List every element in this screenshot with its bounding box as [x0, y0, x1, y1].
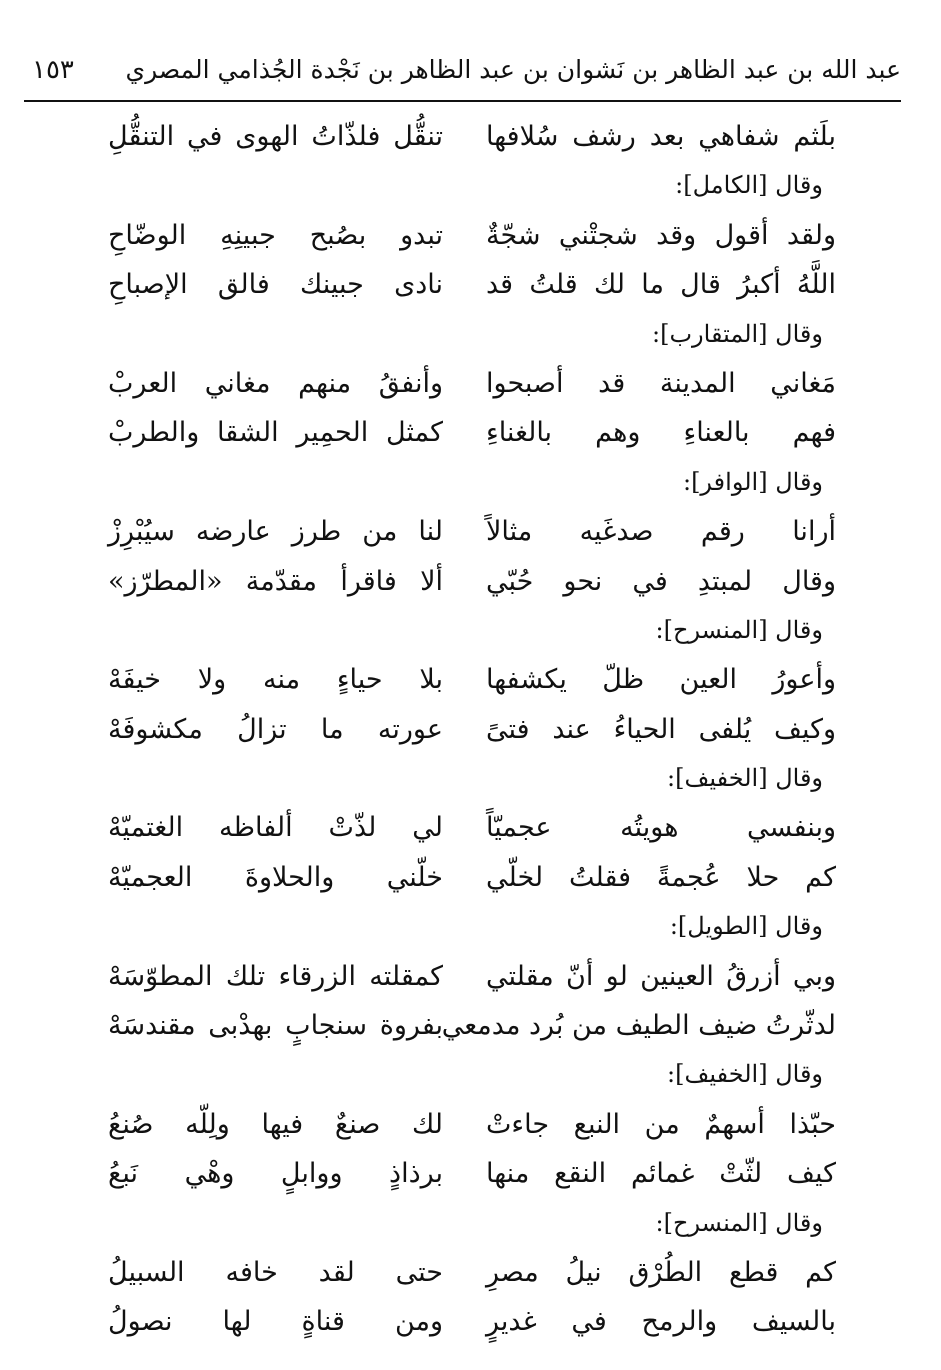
first-hemistich: وبي أزرقُ العينين لو أنّ مقلتي	[486, 960, 836, 992]
second-hemistich: ومن قناةٍ لها نصولُ	[108, 1306, 443, 1338]
first-hemistich: حبّذا أسهمٌ من النبع جاءتْ	[486, 1108, 836, 1140]
intro-line	[0, 1050, 941, 1099]
second-hemistich: عورته ما تزالُ مكشوفَهْ	[108, 713, 443, 745]
second-hemistich: بلا حياءٍ منه ولا خيفَهْ	[108, 664, 443, 696]
second-hemistich: كمقلته الزرقاء تلك المطوّسَهْ	[108, 960, 443, 992]
verse-line	[0, 112, 941, 161]
first-hemistich: وقال لمبتدِ في نحو حُبّي	[486, 565, 836, 597]
verse-line	[0, 1149, 941, 1198]
intro-line	[0, 458, 941, 507]
verse-line	[0, 1001, 941, 1050]
second-hemistich: كمثل الحمِير الشقا والطربْ	[108, 417, 443, 449]
first-hemistich: وأعورُ العين ظلّ يكشفها	[486, 664, 836, 696]
verse-line	[0, 557, 941, 606]
first-hemistich: اللَّهُ أكبرُ قال ما لك قلتُ قد	[486, 269, 836, 301]
first-hemistich: لدثّرتُ ضيف الطيف من بُرد مدمعي	[441, 1010, 836, 1042]
intro-line	[0, 902, 941, 951]
intro-line	[0, 606, 941, 655]
second-hemistich: لي لذّتْ ألفاظه الغتميّهْ	[108, 812, 443, 844]
second-hemistich: تبدو بصُبح جبينِهِ الوضّاحِ	[108, 219, 443, 251]
page-number: ١٥٣	[32, 55, 74, 85]
second-hemistich: ألا فاقرأ مقدّمة «المطرّز»	[108, 565, 443, 597]
first-hemistich: أرانا رقم صدغَيه مثالاً	[486, 516, 836, 548]
first-hemistich: كم قطع الطُرْق نيلُ مصرِ	[486, 1256, 836, 1288]
second-hemistich: لك صنعٌ فيها ولِلّه صُنعُ	[108, 1108, 443, 1140]
page-header	[24, 48, 901, 102]
second-hemistich: بفروة سنجابٍ بهدْبى مقندسَهْ	[108, 1010, 443, 1042]
first-hemistich: بالسيف والرمح في غديرٍ	[486, 1306, 836, 1338]
second-hemistich: برذاذٍ ووابلٍ وهْي نَبعُ	[108, 1158, 443, 1190]
verse-line	[0, 211, 941, 260]
verse-line	[0, 655, 941, 704]
intro-text: وقال [الخفيف]:	[667, 764, 823, 793]
verse-line	[0, 260, 941, 309]
verse-line	[0, 1100, 941, 1149]
verse-line	[0, 507, 941, 556]
intro-text: وقال [الوافر]:	[682, 467, 823, 496]
verse-line	[0, 1297, 941, 1346]
running-title: عبد الله بن عبد الظاهر بن نَشوان بن عبد الظاهر بن نَجْدة الجُذامي المصري	[125, 55, 901, 84]
first-hemistich: مَغاني المدينة قد أصبحوا	[486, 367, 836, 399]
intro-line	[0, 310, 941, 359]
first-hemistich: وكيف يُلفى الحياءُ عند فتىً	[486, 713, 836, 745]
second-hemistich: لنا من طرز عارضه سيُبْرِزْ	[108, 516, 443, 548]
first-hemistich: كيف لثّتْ غمائم النقع منها	[486, 1158, 836, 1190]
verse-line	[0, 705, 941, 754]
second-hemistich: خلّني والحلاوةَ العجميّهْ	[108, 861, 443, 893]
intro-text: وقال [الطويل]:	[669, 912, 823, 941]
intro-text: وقال [الكامل]:	[675, 171, 823, 200]
verse-line	[0, 359, 941, 408]
poem-body	[0, 112, 941, 1347]
intro-line	[0, 754, 941, 803]
second-hemistich: نادى جبينك فالق الإصباحِ	[108, 269, 443, 301]
intro-line	[0, 161, 941, 210]
first-hemistich: كم حلا عُجمةً فقلتُ لخلّي	[486, 861, 836, 893]
intro-text: وقال [المنسرح]:	[655, 615, 823, 644]
second-hemistich: وأنفقُ منهم مغاني العربْ	[108, 367, 443, 399]
intro-text: وقال [المتقارب]:	[652, 319, 823, 348]
first-hemistich: بلَثم شفاهي بعد رشف سُلافها	[486, 121, 836, 152]
verse-line	[0, 853, 941, 902]
intro-line	[0, 1199, 941, 1248]
first-hemistich: وبنفسي هويتُه عجميّاً	[486, 812, 836, 844]
verse-line	[0, 408, 941, 457]
first-hemistich: ولقد أقول وقد شجتْني شجّةٌ	[486, 219, 836, 251]
first-hemistich: فهم بالعناءِ وهم بالغناءِ	[486, 417, 836, 449]
verse-line	[0, 803, 941, 852]
intro-text: وقال [الخفيف]:	[667, 1060, 823, 1089]
second-hemistich: تنقُّل فلذّاتُ الهوى في التنقُّلِ	[108, 121, 443, 152]
intro-text: وقال [المنسرح]:	[655, 1208, 823, 1237]
verse-line	[0, 952, 941, 1001]
second-hemistich: حتى لقد خافه السبيلُ	[108, 1256, 443, 1288]
verse-line	[0, 1248, 941, 1297]
